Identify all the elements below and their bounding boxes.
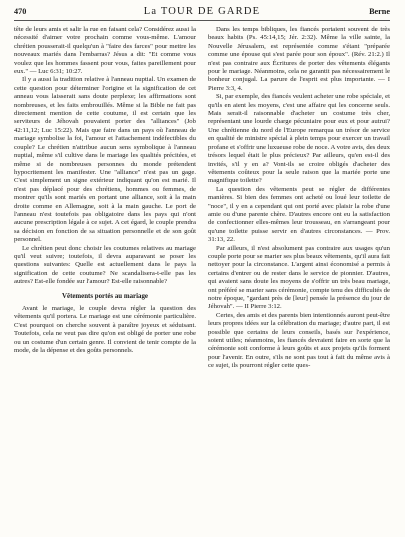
paragraph: Si, par exemple, des fiancés veulent acheter une robe spéciale, et qu'ils en aient les moyens, c'est une affaire qui les concerne seuls. Mais serait-il raisonnable d'acheter un costume très cher, représentant une lourde charge pécuniaire pour eux et pour autrui? Une chrétienne du nord de l'Europe remarqua un trésor de service en qualité de ministre spécial à plein temps pour exercer un travail profane et s'offrir une luxueuse robe de noce. A votre avis, des deux trésors lequel était le plus précieux? Par ailleurs, qu'en est-il des invités, s'il y en a? Vont-ils se croire obligés d'acheter des vêtements coûteux pour la seule raison que la mariée porte une magnifique toilette? <box>208 93 390 185</box>
text-columns <box>14 26 390 371</box>
paragraph: La question des vêtements peut se régler de différentes manières. Si bien des femmes ont acheté ou loué leur toilette de "noce", il y en a cependant qui ont porté avec plaisir la robe d'une amie ou d'une parente chère. D'autres encore ont eu la satisfaction de confectionner elles-mêmes leur trousseau, en s'arrangeant pour qu'une toilette puisse servir en d'autres circonstances. — Prov. 31:13, 22. <box>208 185 390 244</box>
paragraph: Il y a aussi la tradition relative à l'anneau nuptial. Un examen de cette question pour déterminer l'origine et la signification de cet anneau vous laisserait sans doute perplexe; les affirmations sont nombreuses, et les faits embrouillés. Même si la Bible ne fait pas directement mention de cette coutume, il est certain que les serviteurs de Jéhovah pouvaient porter des "alliances" (Job 42:11,12; Luc 15:22). Mais que faire dans un pays où l'anneau de mariage symbolise la foi, l'amour et l'attachement indéfectibles du couple? Le chrétien n'attribue aucun sens symbolique à l'anneau nuptial, même s'il cultive dans le mariage les qualités précitées, et même si de nombreuses personnes du monde prétendent hypocritement les manifester. Une "alliance" n'est pas un gage. C'est simplement un signe extérieur indiquant qu'on est marié. Il n'est pas déplacé pour des chrétiens, hommes ou femmes, de montrer qu'ils sont mariés en portant une alliance, soit à la main droite comme en Allemagne, soit à la main gauche. Le port de l'anneau n'est toutefois pas obligatoire dans les pays qui n'ont aucune prescription légale à ce sujet. A cet égard, le couple prendra sa décision en fonction de sa situation personnelle et de son goût personnel. <box>14 76 196 244</box>
edition-label: Berne <box>369 7 390 16</box>
left-column <box>14 26 196 371</box>
paragraph: Dans les temps bibliques, les fiancés portaient souvent de très beaux habits (Ps. 45:14,15; Jér. 2:32). Même la ville sainte, la Nouvelle Jérusalem, est représentée comme s'étant "préparée comme une épouse qui s'est parée pour son époux". (Rév. 21:2.) Il n'est pas contraire aux Écritures de porter des vêtements élégants pour le mariage. Néanmoins, cela ne garantit pas nécessairement le bonheur conjugal. La parure de l'esprit est plus importante. — I Pierre 3:3, 4. <box>208 26 390 92</box>
paragraph: tête de leurs amis et salir la rue en faisant cela? Considérez aussi la nécessité d'aimer votre prochain comme vous-même. L'amour chrétien pousserait-il quelqu'un à "faire des farces" pour mettre les nouveaux mariés dans l'embarras? Jésus a dit: "Et comme vous voulez que les hommes fassent pour vous, faites pareillement pour eux." — Luc 6:31; 10:27. <box>14 26 196 76</box>
paragraph: Le chrétien peut donc choisir les coutumes relatives au mariage qu'il veut suivre; toutefois, il devra auparavant se poser les questions suivantes: Quelle est actuellement dans le pays la signification de cette coutume? Ne scandaliserа-t-elle pas les autres? Est-elle fondée sur l'amour? Est-elle raisonnable? <box>14 244 196 286</box>
journal-title: La TOUR DE GARDE <box>143 6 261 17</box>
section-heading: Vêtements portés au mariage <box>62 292 148 300</box>
page-header <box>14 6 390 21</box>
page-number: 470 <box>14 7 27 16</box>
paragraph: Avant le mariage, le couple devra régler la question des vêtements qu'il portera. Le mariage est une cérémonie particulière. C'est pourquoi on cherche souvent à paraître joyeux et séduisant. Toutefois, cela ne veut pas dire qu'on est obligé de porter une robe ou un costume d'un certain genre. Il convient de tenir compte de la mode, de la dépense et des goûts personnels. <box>14 305 196 355</box>
paragraph: Certes, des amis et des parents bien intentionnés auront peut-être leurs propres idées sur la célébration du mariage; d'autre part, il est possible que certains de leurs conseils, basés sur l'expérience, soient utiles; néanmoins, les fiancés devraient faire en sorte que la cérémonie soit conforme à leurs goûts et aux projets qu'ils forment pour l'avenir. En outre, s'ils ne sont pas tout à fait du même avis à ce sujet, ils pourront régler cette ques- <box>208 311 390 370</box>
paragraph: Par ailleurs, il n'est absolument pas contraire aux usages qu'un couple porte pour se marier ses plus beaux vêtements, qu'il aura fait nettoyer pour la circonstance. L'argent ainsi économisé a permis à certains d'entrer ou de rester dans le service de pionnier. D'autres, qui avaient sans doute les moyens de s'offrir un très beau mariage, ont préféré se marier sans cérémonie, compte tenu des difficultés de notre époque, "gardant près de [leur] pensée la présence du jour de Jéhovah". — II Pierre 3:12. <box>208 244 390 311</box>
right-column <box>208 26 390 371</box>
